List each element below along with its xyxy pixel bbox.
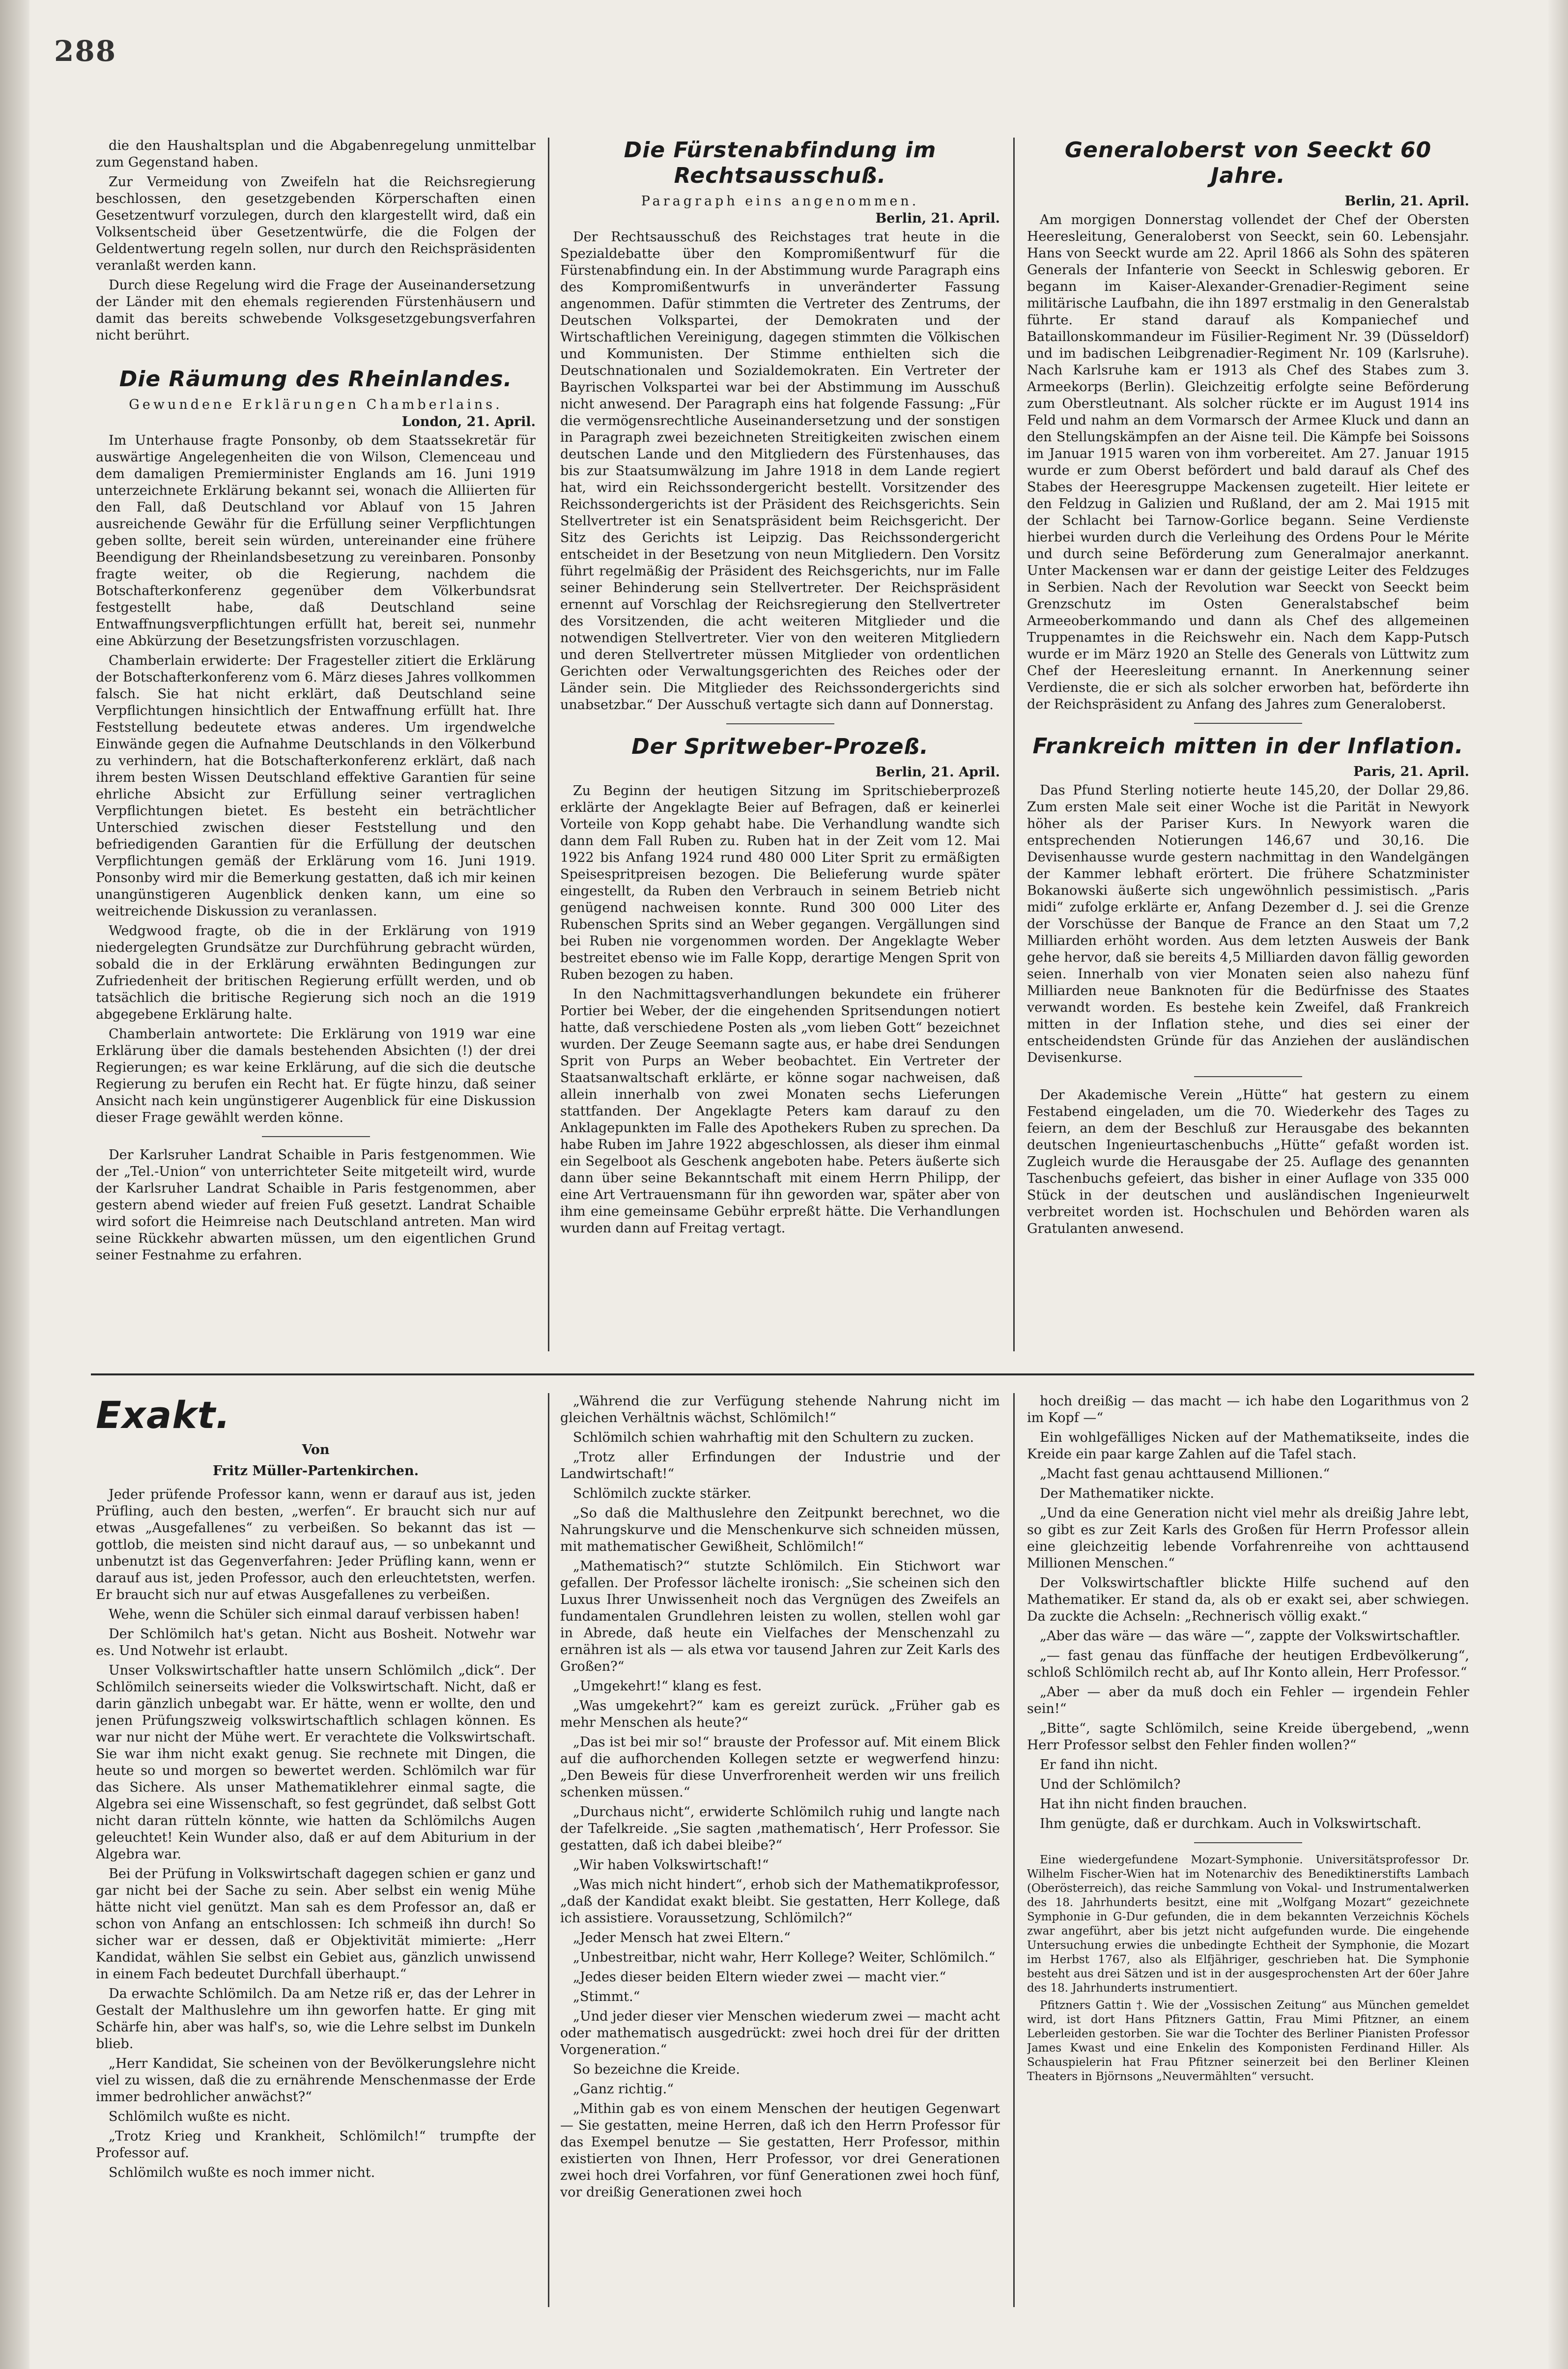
- paragraph: Er fand ihn nicht.: [1040, 1757, 1158, 1772]
- dateline: Berlin, 21. April.: [1344, 194, 1469, 209]
- article-headline: Generaloberst von Seeckt 60 Jahre.: [1064, 138, 1432, 188]
- paragraph: In den Nachmittagsverhandlungen bekundete ein früherer Portier bei Weber, der die eingehenden Spritsendungen notiert hatte, daß verschiedene Posten als „vom lieben Gott“ bezeichnet wurden. Der Zeuge Seemann sagte aus, er habe drei Sendungen Sprit von Purps an Weber beobachtet. Ein Vertreter der Staatsanwaltschaft erklärte, er könne sogar nachweisen, daß allein innerhalb von zwei Monaten sechs Lieferungen stattfanden. Der Angeklagte Peters kam darauf zu den Anklagepunkten im Falle des Apothekers Ruben zu sprechen. Da habe Ruben im Jahre 1922 abgeschlossen, als dieser ihm einmal ein Segelboot als Geschenk angeboten habe. Peters äußerte sich dann über seine Bekanntschaft mit einem Herrn Philipp, der eine Art Vertrauensmann für ihn geworden war, später aber von ihm eine gemeinsame Gebühr erpreßt hätte. Die Verhandlungen wurden dann auf Freitag vertagt.: [560, 987, 1000, 1236]
- paragraph: Bei der Prüfung in Volkswirtschaft dagegen schien er ganz und gar nicht bei der Sache zu sein. Aber selbst ein wenig Mühe hätte nicht viel genützt. Man sah es dem Professor an, daß er schon von Anfang an entschlossen: Ich schmeiß ihn durch! So sicher war er dessen, daß er Objektivität mimierte: „Herr Kandidat, wählen Sie selbst ein Gebiet aus, gänzlich unwissend in einem Fach bedeutet Durchfall überhaupt.“: [96, 1866, 536, 1982]
- paragraph: „Stimmt.“: [573, 1989, 640, 2004]
- column-middle: [560, 138, 1000, 1351]
- paragraph: „Und jeder dieser vier Menschen wiederum zwei — macht acht oder mathematisch ausgedrückt: zwei hoch drei für der dritten Vorgeneration.“: [560, 2009, 1000, 2057]
- dateline: Berlin, 21. April.: [875, 211, 1000, 226]
- paragraph: Chamberlain antwortete: Die Erklärung von 1919 war eine Erklärung über die damals bestehenden Absichten (!) der drei Regierungen; es war keine Erklärung, auf die sich die deutsche Regierung zu berufen ein Recht hat. Er fügte hinzu, daß seiner Ansicht nach kein ungünstigerer Augenblick für eine Diskussion dieser Frage gewählt werden könne.: [96, 1027, 536, 1125]
- paragraph: Schlömilch schien wahrhaftig mit den Schultern zu zucken.: [573, 1430, 974, 1445]
- article-headline: Die Räumung des Rheinlandes.: [119, 367, 513, 392]
- column-rule: [548, 1393, 549, 2307]
- feuilleton-headline: Exakt.: [96, 1393, 230, 1437]
- paragraph: „Was umgekehrt?“ kam es gereizt zurück. „Früher gab es mehr Menschen als heute?“: [560, 1698, 1000, 1730]
- paragraph: die den Haushaltsplan und die Abgabenregelung unmittelbar zum Gegenstand haben.: [96, 138, 536, 170]
- paragraph: Wedgwood fragte, ob die in der Erklärung von 1919 niedergelegten Grundsätze zur Durchführung gebracht würden, sobald die in der Erklärung erwähnten Bedingungen zur Zufriedenheit der britischen Regierung erfüllt werden, und ob tatsächlich die britische Regierung sich noch an die 1919 abgegebene Erklärung halte.: [96, 923, 536, 1022]
- paragraph: Der Mathematiker nickte.: [1040, 1486, 1215, 1501]
- dateline: Berlin, 21. April.: [875, 765, 1000, 780]
- article-subhead: Gewundene Erklärungen Chamberlains.: [129, 397, 503, 412]
- paragraph: „Jeder Mensch hat zwei Eltern.“: [573, 1930, 791, 1945]
- article-headline: Die Fürstenabfindung im Rechtsausschuß.: [624, 138, 937, 188]
- column-rule: [1013, 1393, 1015, 2307]
- paragraph: Schlömilch wußte es noch immer nicht.: [109, 2165, 375, 2180]
- byline-author: Fritz Müller-Partenkirchen.: [212, 1463, 419, 1479]
- paragraph: „Trotz aller Erfindungen der Industrie und der Landwirtschaft!“: [560, 1450, 1000, 1482]
- paragraph: „Mathematisch?“ stutzte Schlömilch. Ein Stichwort war gefallen. Der Professor lächelte ironisch: „Sie scheinen sich den Luxus Ihrer Unwissenheit noch das Vergnügen des Zweifels an fundamentalen Grundlehren leisten zu wollen, stellen wohl gar in Abrede, daß heute ein Vielfaches der Menschenzahl zu ernähren ist als — als etwa vor tausend Jahren zur Zeit Karls des Großen?“: [560, 1559, 1000, 1674]
- paragraph: Der Volkswirtschaftler blickte Hilfe suchend auf den Mathematiker. Er stand da, als ob er exakt sei, aber schwiegen. Da zuckte die Achseln: „Rechnerisch völlig exakt.“: [1027, 1575, 1469, 1624]
- divider: [262, 1136, 370, 1137]
- paragraph: So bezeichne die Kreide.: [573, 2062, 740, 2077]
- culture-notes: [1027, 1853, 1469, 2084]
- paragraph: „Das ist bei mir so!“ brauste der Professor auf. Mit einem Blick auf die aufhorchenden Kollegen setzte er wegwerfend hinzu: „Den Beweis für diese Unverfrorenheit werden wir uns freilich schenken müssen.“: [560, 1735, 1000, 1800]
- paragraph: Chamberlain erwiderte: Der Fragesteller zitiert die Erklärung der Botschafterkonferenz vom 6. März dieses Jahres vollkommen falsch. Sie hat nicht erklärt, daß Deutschland seine Verpflichtungen hinsichtlich der Entwaffnung erfüllt hat. Ihre Feststellung bedeutete etwas anderes. Um irgendwelche Einwände gegen die Aufnahme Deutschlands in den Völkerbund zu verhindern, hat die Botschafterkonferenz erklärt, daß nach ihrem besten Wissen Deutschland effektive Garantien für seine ehrliche Absicht zur Erfüllung seiner vertraglichen Verpflichtungen bietet. Es besteht ein beträchtlicher Unterschied zwischen dieser Feststellung und den befriedigenden Garantien für die Erfüllung der deutschen Verpflichtungen gemäß der Erklärung vom 16. Juni 1919. Ponsonby wird mir die Bemerkung gestatten, daß ich mir keinen unangünstigeren Augenblick denken kann, um eine so weitreichende Diskussion zu veranlassen.: [96, 653, 536, 919]
- paragraph: Der Schlömilch hat's getan. Nicht aus Bosheit. Notwehr war es. Und Notwehr ist erlaubt.: [96, 1627, 536, 1658]
- paragraph: „Wir haben Volkswirtschaft!“: [573, 1857, 769, 1873]
- divider: [1194, 723, 1302, 724]
- column-right: [1027, 138, 1469, 1351]
- divider: [1194, 1842, 1302, 1843]
- byline-von: Von: [302, 1442, 330, 1457]
- paragraph: „Durchaus nicht“, erwiderte Schlömilch ruhig und langte nach der Tafelkreide. „Sie sagten ‚mathematisch‘, Herr Professor. Sie gestatten, daß ich dabei bleibe?“: [560, 1804, 1000, 1853]
- feuilleton-rule: [91, 1373, 1474, 1375]
- divider: [726, 723, 834, 724]
- news-note: Der Akademische Verein „Hütte“ hat gestern zu einem Festabend eingeladen, um die 70. Wiederkehr des Tages zu feiern, an dem der Beschluß zur Herausgabe des bekannten deutschen Ingenieurtaschenbuchs „Hütte“ gefaßt worden ist. Zugleich wurde die Herausgabe der 25. Auflage des genannten Taschenbuchs gefeiert, das bisher in einer Auflage von 335 000 Stück in der deutschen und ausländischen Ingenieurwelt verbreitet worden ist. Hochschulen und Behörden waren als Gratulanten anwesend.: [1027, 1087, 1469, 1236]
- paragraph: „Ganz richtig.“: [573, 2082, 674, 2097]
- paragraph: hoch dreißig — das macht — ich habe den Logarithmus von 2 im Kopf —“: [1027, 1394, 1469, 1426]
- paragraph: „Unbestreitbar, nicht wahr, Herr Kollege? Weiter, Schlömilch.“: [573, 1950, 996, 1965]
- paragraph: Am morgigen Donnerstag vollendet der Chef der Obersten Heeresleitung, Generaloberst von Seeckt, sein 60. Lebensjahr. Hans von Seeckt wurde am 22. April 1866 als Sohn des späteren Generals der Infanterie von Seeckt in Schleswig geboren. Er begann im Kaiser-Alexander-Grenadier-Regiment seine militärische Laufbahn, die ihn 1897 erstmalig in den Generalstab führte. Er stand darauf als Kompaniechef und Bataillonskommandeur im Füsilier-Regiment Nr. 39 (Düsseldorf) und im badischen Leibgrenadier-Regiment Nr. 109 (Karlsruhe). Nach Karlsruhe kam er 1913 als Chef des Stabes zum 3. Armeekorps (Berlin). Gleichzeitig erfolgte seine Beförderung zum Oberstleutnant. Als solcher rückte er im August 1914 ins Feld und nahm an dem Vormarsch der Armee Kluck und dann an den Stellungskämpfen an der Aisne teil. Die Kämpfe bei Soissons im Januar 1915 waren von ihm vorbereitet. Am 27. Januar 1915 wurde er zum Oberst befördert und bald darauf als Chef des Stabes der Heeresgruppe Mackensen zugeteilt. Hier leitete er den Feldzug in Galizien und Rußland, der am 2. Mai 1915 mit der Schlacht bei Tarnow-Gorlice begann. Seine Verdienste hierbei wurden durch die Verleihung des Ordens Pour le Mérite und durch seine Beförderung zum Generalmajor anerkannt. Unter Mackensen war er dann der geistige Leiter des Feldzuges in Serbien. Nach der Revolution war Seeckt von Seeckt beim Grenzschutz im Osten Generalstabschef beim Armeeoberkommando und dann als Chef des allgemeinen Truppenamtes in die Reichswehr ein. Nach dem Kapp-Putsch wurde er im März 1920 an Stelle des Generals von Lüttwitz zum Chef der Heeresleitung ernannt. In Anerkennung seiner Verdienste, die er sich als solcher erworben hat, beförderte ihn der Reichspräsident zu Anfang des Jahres zum Generaloberst.: [1027, 212, 1469, 712]
- paragraph: „Was mich nicht hindert“, erhob sich der Mathematikprofessor, „daß der Kandidat exakt bleibt. Sie gestatten, Herr Kollege, daß ich assistiere. Voraussetzung, Schlömilch?“: [560, 1877, 1000, 1926]
- news-note: Eine wiedergefundene Mozart-Symphonie. Universitätsprofessor Dr. Wilhelm Fischer-Wien hat im Notenarchiv des Benediktinerstifts Lambach (Oberösterreich), das reiche Sammlung von Vokal- und Instrumentalwerken des 18. Jahrhunderts besitzt, eine mit „Wolfgang Mozart“ gezeichnete Symphonie in G-Dur gefunden, die in dem bekannten Verzeichnis Köchels zwar angeführt, aber bis jetzt nicht aufgefunden wurde. Die eingehende Untersuchung erwies die unbedingte Echtheit der Symphonie, die Mozart im Herbst 1767, also als Elfjähriger, geschrieben hat. Die Symphonie besteht aus drei Sätzen und ist in der ausgesprochensten Art der 60er Jahre des 18. Jahrhunderts instrumentiert.: [1027, 1854, 1469, 1995]
- paragraph: Durch diese Regelung wird die Frage der Auseinandersetzung der Länder mit den ehemals regierenden Fürstenhäusern und damit das bereits schwebende Volksgesetzgebungsverfahren nicht berührt.: [96, 278, 536, 343]
- feuilleton-column-left: [96, 1393, 536, 2307]
- paragraph: „Herr Kandidat, Sie scheinen von der Bevölkerungslehre nicht viel zu wissen, daß die zu ernährende Menschenmasse der Erde immer bedrohlicher anwächst?“: [96, 2056, 536, 2105]
- paragraph: „Während die zur Verfügung stehende Nahrung nicht im gleichen Verhältnis wächst, Schlömilch!“: [560, 1394, 1000, 1426]
- paragraph: „Macht fast genau achttausend Millionen.“: [1040, 1466, 1330, 1482]
- article-subhead: Paragraph eins angenommen.: [641, 194, 919, 209]
- feuilleton-column-right: [1027, 1393, 1469, 2307]
- paragraph: Das Pfund Sterling notierte heute 145,20, der Dollar 29,86. Zum ersten Male seit einer Woche ist die Parität in Newyork höher als der Pariser Kurs. In Newyork waren die entsprechenden Notierungen 146,67 und 30,16. Die Devisenhausse wurde gestern nachmittag in den Wandelgängen der Kammer lebhaft erörtert. Die frühere Schatzminister Bokanowski äußerte sich ungewöhnlich pessimistisch. „Paris midi“ zufolge erklärte er, Anfang Dezember d. J. sei die Grenze der Vorschüsse der Banque de France an den Staat um 7,2 Milliarden erhöht worden. Aus dem letzten Ausweis der Bank gehe hervor, daß sie bereits 4,5 Milliarden davon fällig geworden seien. Innerhalb von vier Monaten seien also nahezu fünf Milliarden neue Banknoten für die Bedürfnisse des Staates verwandt worden. Es bestehe kein Zweifel, daß Frankreich mitten in der Inflation stehe, und dies sei einer der entscheidendsten Gründe für das Anziehen der ausländischen Devisenkurse.: [1027, 783, 1469, 1065]
- paragraph: Und der Schlömilch?: [1040, 1777, 1181, 1792]
- paragraph: Schlömilch zuckte stärker.: [573, 1486, 751, 1501]
- paragraph: Ein wohlgefälliges Nicken auf der Mathematikseite, indes die Kreide ein paar karge Zahlen auf die Tafel stach.: [1027, 1430, 1469, 1462]
- column-left: [96, 138, 536, 1351]
- paragraph: „Jedes dieser beiden Eltern wieder zwei — macht vier.“: [573, 1969, 946, 1985]
- column-rule: [548, 138, 549, 1351]
- paragraph: Zu Beginn der heutigen Sitzung im Spritschieberprozeß erklärte der Angeklagte Beier auf Befragen, daß er keinerlei Vorteile von Kopp gehabt habe. Die Verhandlung wandte sich dann dem Fall Ruben zu. Ruben hat in der Zeit vom 12. Mai 1922 bis Anfang 1924 rund 480 000 Liter Sprit zu ermäßigten Speisespritpreisen bezogen. Die Belieferung wurde später eingestellt, da Ruben den Verbrauch in seinem Betrieb nicht genügend nachweisen konnte. Rund 300 000 Liter des Rubenschen Sprits sind an Weber gegangen. Vergällungen sind bei Ruben nie vorgenommen worden. Der Angeklagte Weber bestreitet ebenso wie im Falle Kopp, derartige Mengen Sprit von Ruben bezogen zu haben.: [560, 783, 1000, 982]
- paragraph: Ihm genügte, daß er durchkam. Auch in Volkswirtschaft.: [1040, 1816, 1422, 1831]
- paragraph: „Und da eine Generation nicht viel mehr als dreißig Jahre lebt, so gibt es zur Zeit Karls des Großen für Herrn Professor allein eine gleichzeitig lebende Vorfahrenreihe von achttausend Millionen Menschen.“: [1027, 1506, 1469, 1571]
- paragraph: Unser Volkswirtschaftler hatte unsern Schlömilch „dick“. Der Schlömilch seinerseits wieder die Volkswirtschaft. Nicht, daß er darin gänzlich unbegabt war. Er hätte, wenn er wollte, den und jenen Prüfungszweig volkswirtschaftlich schlagen können. Es war nur nicht der Mühe wert. Er verachtete die Volkswirtschaft. Sie war ihm nicht exakt genug. Sie rechnete mit Dingen, die heute so und morgen so bewertet werden. Schlömilch war für das Sichere. Als unser Mathematiklehrer einmal sagte, die Algebra sei eine Wissenschaft, so fest gegründet, daß selbst Gott nicht daran rütteln könnte, wie hatten da Schlömilchs Augen geleuchtet! Kein Wunder also, daß er auf dem Abiturium in der Algebra war.: [96, 1663, 536, 1862]
- dateline: Paris, 21. April.: [1353, 764, 1469, 779]
- paragraph: Der Rechtsausschuß des Reichstages trat heute in die Spezialdebatte über den Kompromißentwurf für die Fürstenabfindung ein. In der Abstimmung wurde Paragraph eins des Kompromißentwurfs in unveränderter Fassung angenommen. Dafür stimmten die Vertreter des Zentrums, der Deutschen Volkspartei, der Demokraten und der Wirtschaftlichen Vereinigung, dagegen stimmten die Völkischen und Kommunisten. Der Stimme enthielten sich die Deutschnationalen und Sozialdemokraten. Ein Vertreter der Bayrischen Volkspartei war bei der Abstimmung im Ausschuß nicht anwesend. Der Paragraph eins hat folgende Fassung: „Für die vermögensrechtliche Auseinandersetzung und der sonstigen in Paragraph zwei bezeichneten Streitigkeiten zwischen einem deutschen Lande und den Mitgliedern des Fürstenhauses, das bis zur Staatsumwälzung im Jahre 1918 in dem Lande regiert hat, wird ein Reichssondergericht bestellt. Vorsitzender des Reichssondergerichts ist der Präsident des Reichsgerichts. Sein Stellvertreter ist ein Senatspräsident beim Reichsgericht. Der Sitz des Gerichts ist Leipzig. Das Reichssondergericht entscheidet in der Besetzung von neun Mitgliedern. Den Vorsitz führt regelmäßig der Präsident des Reichsgerichts, nur im Falle seiner Behinderung sein Stellvertreter. Der Reichspräsident ernennt auf Vorschlag der Reichsregierung den Stellvertreter des Vorsitzenden, die acht weiteren Mitglieder und die notwendigen Stellvertreter. Vier von den weiteren Mitgliedern und deren Stellvertreter müssen Mitglieder von ordentlichen Gerichten oder Verwaltungsgerichten des Reiches oder der Länder sein. Die Mitglieder des Reichssondergerichts sind unabsetzbar.“ Der Ausschuß vertagte sich dann auf Donnerstag.: [560, 229, 1000, 713]
- paragraph: „Bitte“, sagte Schlömilch, seine Kreide übergebend, „wenn Herr Professor selbst den Fehler finden wollen?“: [1027, 1721, 1469, 1753]
- paragraph: Jeder prüfende Professor kann, wenn er darauf aus ist, jeden Prüfling, auch den besten, „werfen“. Er braucht sich nur auf etwas „Ausgefallenes“ zu verbeißen. So bekannt das ist — gottlob, die meisten sind nicht darauf aus, — so unbekannt und unbenutzt ist das Gegenverfahren: Jeder Prüfling kann, wenn er darauf aus ist, jeden Professor, auch den erleuchtetsten, werfen. Er braucht sich nur auf etwas Ausgefallenes zu verbeißen.: [96, 1487, 536, 1602]
- paragraph: „Aber das wäre — das wäre —“, zappte der Volkswirtschaftler.: [1040, 1628, 1460, 1644]
- paragraph: „— fast genau das fünffache der heutigen Erdbevölkerung“, schloß Schlömilch recht ab, auf Ihr Konto allein, Herr Professor.“: [1027, 1648, 1469, 1680]
- paragraph: „Trotz Krieg und Krankheit, Schlömilch!“ trumpfte der Professor auf.: [96, 2129, 536, 2161]
- paragraph: „Umgekehrt!“ klang es fest.: [573, 1679, 762, 1694]
- divider: [1194, 1076, 1302, 1077]
- paragraph: Im Unterhause fragte Ponsonby, ob dem Staatssekretär für auswärtige Angelegenheiten die von Wilson, Clemenceau und dem damaligen Premierminister Englands am 16. Juni 1919 unterzeichnete Erklärung bekannt sei, wonach die Alliierten für den Fall, daß Deutschland vor Ablauf von 15 Jahren ausreichende Gewähr für die Erfüllung seiner Verpflichtungen geben sollte, bereit sein würden, untereinander eine frühere Beendigung der Rheinlandsbesetzung zu vereinbaren. Ponsonby fragte weiter, ob die Regierung, nachdem die Botschafterkonferenz gegenüber dem Völkerbundsrat festgestellt habe, daß Deutschland seine Entwaffnungsverpflichtungen erfüllt hat, bereit sei, nunmehr eine Abkürzung der Besetzungsfristen vorzuschlagen.: [96, 433, 536, 649]
- paragraph: „So daß die Malthuslehre den Zeitpunkt berechnet, wo die Nahrungskurve und die Menschenkurve sich schneiden müssen, mit mathematischer Gewißheit, Schlömilch!“: [560, 1506, 1000, 1554]
- paragraph: „Mithin gab es von einem Menschen der heutigen Gegenwart — Sie gestatten, meine Herren, daß ich den Herrn Professor für das Exempel benutze — Sie gestatten, Herr Professor, mithin existierten von Ihnen, Herr Professor, vor drei Generationen zwei hoch drei Vorfahren, vor fünf Generationen zwei hoch fünf, vor dreißig Generationen zwei hoch: [560, 2101, 1000, 2200]
- paragraph: Schlömilch wußte es nicht.: [109, 2109, 291, 2124]
- article-headline: Der Spritweber-Prozeß.: [631, 734, 929, 759]
- article-headline: Frankreich mitten in der Inflation.: [1032, 734, 1464, 759]
- paragraph: „Aber — aber da muß doch ein Fehler — irgendein Fehler sein!“: [1027, 1684, 1469, 1716]
- dateline: London, 21. April.: [401, 414, 536, 429]
- binding-edge: [0, 0, 29, 2369]
- news-note: Pfitzners Gattin †. Wie der „Vossischen Zeitung“ aus München gemeldet wird, ist dort Hans Pfitzners Gattin, Frau Mimi Pfitzner, an einem Leberleiden gestorben. Sie war die Tochter des Berliner Pianisten Professor James Kwast und eine Enkelin des Komponisten Ferdinand Hiller. Als Schauspielerin hat Frau Pfitzner seinerzeit bei den Berliner Kleinen Theaters in Björnsons „Neuvermählten“ versucht.: [1027, 1999, 1469, 2083]
- paragraph: Zur Vermeidung von Zweifeln hat die Reichsregierung beschlossen, den gesetzgebenden Körperschaften einen Gesetzentwurf vorzulegen, durch den klargestellt wird, daß ein Volksentscheid über Gesetzentwürfe, die die Folgen der Geldentwertung regeln sollen, nur durch den Reichspräsidenten veranlaßt werden kann.: [96, 174, 536, 273]
- paragraph: Hat ihn nicht finden brauchen.: [1040, 1797, 1247, 1812]
- page-number: 288: [54, 34, 117, 68]
- page-edge: [1548, 0, 1568, 2369]
- feuilleton-column-middle: [560, 1393, 1000, 2307]
- news-note: Der Karlsruher Landrat Schaible in Paris festgenommen. Wie der „Tel.-Union“ von unterrichteter Seite mitgeteilt wird, wurde der Karlsruher Landrat Schaible in Paris festgenommen, aber gestern abend wieder auf freien Fuß gesetzt. Landrat Schaible wird sofort die Heimreise nach Deutschland antreten. Man wird seine Rückkehr abwarten müssen, um den eigentlichen Grund seiner Festnahme zu erfahren.: [96, 1147, 536, 1263]
- paragraph: Da erwachte Schlömilch. Da am Netze riß er, das der Lehrer in Gestalt der Malthuslehre um ihn geworfen hatte. Er ging mit Schärfe hin, aber was half's, so, wie die Lehre selbst im Dunkeln blieb.: [96, 1986, 536, 2052]
- column-rule: [1013, 138, 1015, 1351]
- paragraph: Wehe, wenn die Schüler sich einmal darauf verbissen haben!: [109, 1607, 520, 1622]
